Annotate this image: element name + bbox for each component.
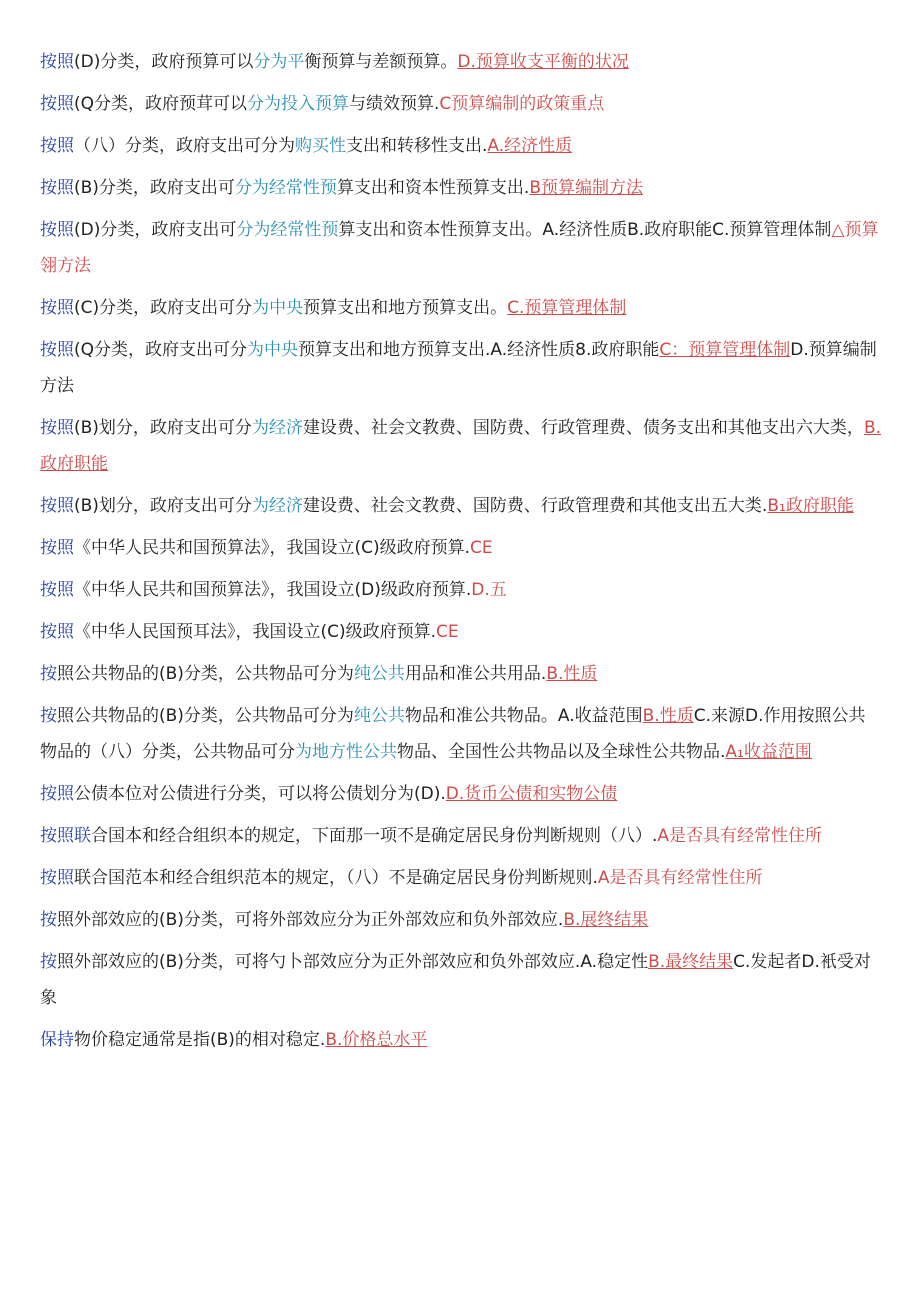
question-15 (40, 776, 882, 812)
question-text: 与绩效预算. (349, 94, 440, 114)
lead-text: 按照联 (40, 826, 91, 846)
answer-text: B₁政府职能 (767, 496, 854, 516)
answer-text: A是否具有经常性住所 (597, 868, 763, 888)
question-text: （八）分类，政府支出可分为 (74, 136, 295, 156)
question-text: 预算支出和地方预算支出。 (303, 298, 508, 318)
question-text: D.预算编制方法 (40, 340, 877, 396)
question-12 (40, 614, 882, 650)
highlight-text: 分为经常性预 (234, 178, 337, 198)
question-9 (40, 488, 882, 524)
answer-text: C：预算管理体制 (659, 340, 791, 360)
question-14 (40, 698, 882, 770)
question-1 (40, 44, 882, 80)
question-10 (40, 530, 882, 566)
question-text: 衡预算与差额预算。 (304, 52, 458, 72)
answer-text: A.经济性质 (487, 136, 573, 156)
highlight-text: 分为投入预算 (247, 94, 350, 114)
answer-text: B.最终结果 (648, 952, 734, 972)
question-text: 算支出和资本性预算支出. (336, 178, 530, 198)
question-5 (40, 212, 882, 284)
question-4 (40, 170, 882, 206)
question-text: 照公共物品的(B)分类，公共物品可分为 (57, 664, 354, 684)
question-text: 预算支出和地方预算支出.A.经济性质8.政府职能 (298, 340, 660, 360)
question-text: 支出和转移性支出. (346, 136, 488, 156)
question-text: 算支出和资本性预算支出。A.经济性质B.政府职能C.预算管理体制 (338, 220, 832, 240)
lead-text: 按 (40, 952, 57, 972)
answer-text: C预算编制的政策重点 (439, 94, 605, 114)
question-text: (B)划分，政府支出可分 (74, 496, 252, 516)
answer-text: B.性质 (546, 664, 598, 684)
highlight-text: 分为平 (253, 52, 305, 72)
answer-text: D.预算收支平衡的状况 (457, 52, 629, 72)
question-text: 联合国范本和经合组织范本的规定，（八）不是确定居民身份判断规则. (74, 868, 598, 888)
answer-text: B.展终结果 (563, 910, 649, 930)
question-text: (Q分类，政府支出可分 (74, 340, 248, 360)
highlight-text: 购买性 (295, 136, 346, 156)
answer-text: B.价格总水平 (325, 1030, 428, 1050)
question-20 (40, 1022, 882, 1058)
lead-text: 按照 (40, 220, 74, 240)
lead-text: 按照 (40, 94, 74, 114)
question-2 (40, 86, 882, 122)
answer-text: CE (436, 622, 459, 642)
lead-text: 按照 (40, 784, 74, 804)
lead-text: 按照 (40, 622, 74, 642)
question-text: 照公共物品的(B)分类，公共物品可分为 (57, 706, 354, 726)
question-19 (40, 944, 882, 1016)
highlight-text: 纯公共 (353, 706, 405, 726)
question-text: 物价稳定通常是指(B)的相对稳定. (74, 1030, 326, 1050)
highlight-text: 为经济 (251, 496, 303, 516)
question-text: (B)分类，政府支出可 (74, 178, 235, 198)
question-text: (B)划分，政府支出可分 (74, 418, 252, 438)
lead-text: 按照 (40, 340, 74, 360)
lead-text: 按照 (40, 52, 74, 72)
question-text: 公债本位对公债进行分类，可以将公债划分为(D). (74, 784, 446, 804)
lead-text: 按 (40, 706, 57, 726)
lead-text: 按 (40, 910, 57, 930)
answer-text: CE (470, 538, 493, 558)
question-17 (40, 860, 882, 896)
question-7 (40, 332, 882, 404)
highlight-text: 为经济 (251, 418, 303, 438)
highlight-text: 纯公共 (353, 664, 405, 684)
answer-text: B.性质 (642, 706, 694, 726)
question-text: 物品、全国性公共物品以及全球性公共物品. (397, 742, 726, 762)
answer-text: C.预算管理体制 (507, 298, 627, 318)
question-6 (40, 290, 882, 326)
question-11 (40, 572, 882, 608)
question-text: 照外部效应的(B)分类，可将勺卜部效应分为正外部效应和负外部效应.A.稳定性 (57, 952, 649, 972)
answer-text: D.货币公债和实物公债 (445, 784, 618, 804)
answer-text: D.五 (471, 580, 507, 600)
question-text: (D)分类，政府预算可以 (74, 52, 254, 72)
lead-text: 按照 (40, 418, 74, 438)
lead-text: 按照 (40, 868, 74, 888)
question-text: 物品和准公共物品。A.收益范围 (404, 706, 643, 726)
highlight-text: 为地方性公共 (295, 742, 397, 762)
question-3 (40, 128, 882, 164)
question-text: (Q分类，政府预茸可以 (74, 94, 248, 114)
question-text: 用品和准公共用品. (404, 664, 547, 684)
question-text: (C)分类，政府支出可分 (74, 298, 253, 318)
lead-text: 按照 (40, 178, 74, 198)
answer-text: B.政府职能 (40, 418, 882, 474)
answer-text: A₁收益范围 (725, 742, 812, 762)
answer-text: △预算翎方法 (40, 220, 879, 276)
question-text: 合国本和经合组织本的规定，下面那一项不是确定居民身份判断规则（八）. (91, 826, 658, 846)
lead-text: 保持 (40, 1030, 74, 1050)
lead-text: 按照 (40, 538, 74, 558)
question-text: C.来源D.作用按照公共物品的（八）分类，公共物品可分 (40, 706, 866, 762)
question-text: 《中华人民共和国预算法》，我国设立(C)级政府预算. (74, 538, 471, 558)
lead-text: 按照 (40, 580, 74, 600)
lead-text: 按 (40, 664, 57, 684)
document-body (40, 44, 882, 1058)
question-16 (40, 818, 882, 854)
question-text: 《中华人民共和国预算法》，我国设立(D)级政府预算. (74, 580, 472, 600)
answer-text: B预算编制方法 (529, 178, 644, 198)
highlight-text: 为中央 (252, 298, 304, 318)
question-text: 《中华人民国预耳法》，我国设立(C)级政府预算. (74, 622, 437, 642)
question-text: (D)分类，政府支出可 (74, 220, 237, 240)
answer-text: A是否具有经常性住所 (657, 826, 823, 846)
highlight-text: 为中央 (247, 340, 299, 360)
question-18 (40, 902, 882, 938)
highlight-text: 分为经常性预 (236, 220, 339, 240)
lead-text: 按照 (40, 136, 74, 156)
question-13 (40, 656, 882, 692)
question-text: 照外部效应的(B)分类，可将外部效应分为正外部效应和负外部效应. (57, 910, 564, 930)
question-text: 建设费、社会文教费、国防费、行政管理费和其他支出五大类. (302, 496, 768, 516)
lead-text: 按照 (40, 298, 74, 318)
question-text: C.发起者D.衹受对象 (40, 952, 871, 1008)
question-8 (40, 410, 882, 482)
lead-text: 按照 (40, 496, 74, 516)
question-text: 建设费、社会文教费、国防费、行政管理费、债务支出和其他支出六大类， (302, 418, 864, 438)
